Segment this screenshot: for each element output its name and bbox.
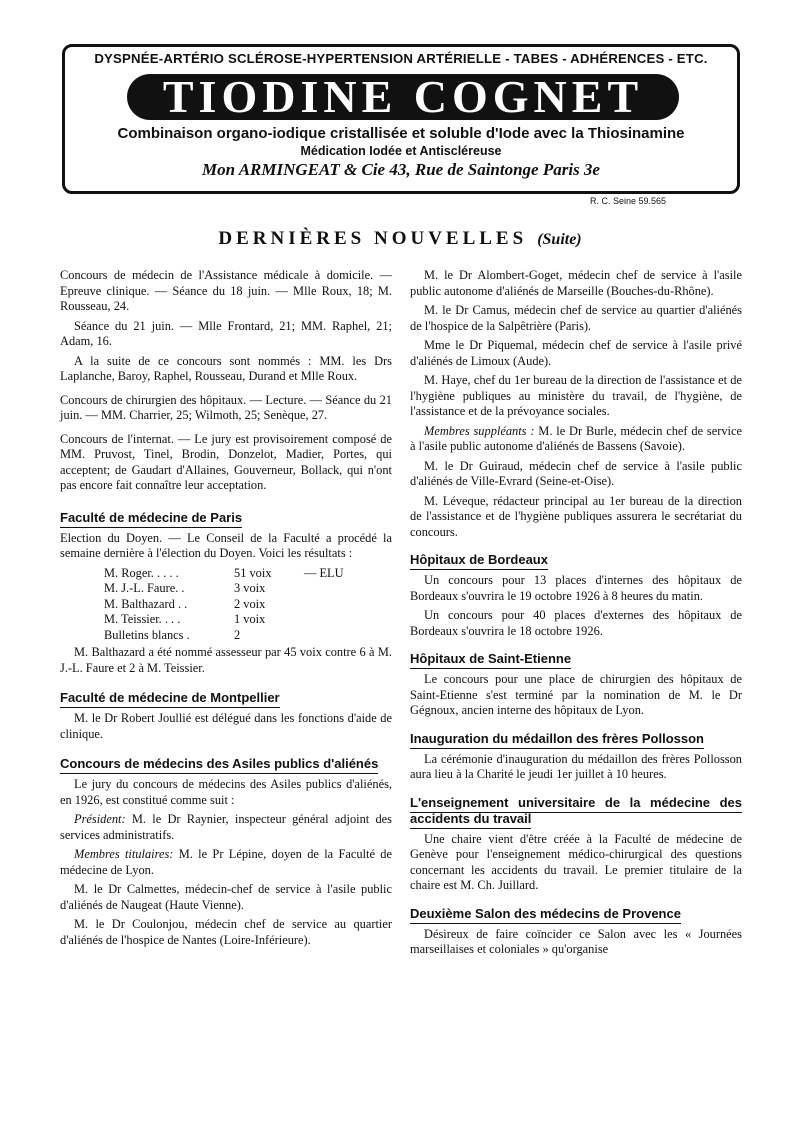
paragraph: A la suite de ce concours sont nommés : MM. les Drs Laplanche, Baroy, Raphel, Rousseau, Durand et Mlle Roux. bbox=[60, 353, 392, 383]
paragraph: Désireux de faire coïncider ce Salon avec les « Journées marseillaises et coloniales » qu'organise bbox=[410, 926, 742, 956]
ad-top-line: DYSPNÉE-ARTÉRIO SCLÉROSE-HYPERTENSION ARTÉRIELLE - TABES - ADHÉRENCES - ETC. bbox=[94, 51, 708, 66]
paragraph: Concours de chirurgien des hôpitaux. — Lecture. — Séance du 21 juin. — MM. Charrier, 25; Wilmoth, 25; Senèque, 27. bbox=[60, 392, 392, 422]
paragraph: Le concours pour une place de chirurgien des hôpitaux de Saint-Etienne s'est terminé par la nomination de M. le Dr Gégnoux, ancien interne des hôpitaux de Lyon. bbox=[410, 672, 742, 717]
paragraph: M. Léveque, rédacteur principal au 1er bureau de la direction de l'assistance et de l'hygiène publiques assurera le secrétariat du concours. bbox=[410, 493, 742, 539]
ad-line-1: Combinaison organo-iodique cristallisée et soluble d'Iode avec la Thiosinamine bbox=[117, 125, 685, 142]
vote-row: M. J.-L. Faure. . 3 voix bbox=[104, 581, 266, 595]
ad-brand: TIODINE COGNET bbox=[127, 74, 679, 120]
title-suite: (Suite) bbox=[537, 231, 582, 248]
paragraph: Un concours pour 40 places d'externes des hôpitaux de Bordeaux s'ouvrira le 18 octobre 1926. bbox=[410, 608, 742, 638]
paragraph: Concours de l'internat. — Le jury est provisoirement composé de MM. Pruvost, Tinel, Brodin, Donzelot, Madier, Portes, qui acceptent; de Gaudart d'Allaines, Gouverneur, Bollack, qui n'ont pas encore fait connaître leur acceptation. bbox=[60, 431, 392, 492]
ad-line-2: Médication Iodée et Antiscléreuse bbox=[300, 144, 502, 158]
paragraph: M. le Dr Robert Joullié est délégué dans les fonctions d'aide de clinique. bbox=[60, 711, 392, 741]
paragraph: La cérémonie d'inauguration du médaillon des frères Pollosson aura lieu à la Charité le jeudi 1er juillet à 10 heures. bbox=[410, 751, 742, 781]
paragraph: M. le Dr Camus, médecin chef de service au quartier d'aliénés de l'hospice de la Salpêtrière (Paris). bbox=[410, 303, 742, 333]
page-title bbox=[0, 228, 800, 250]
vote-row: M. Teissier. . . . 1 voix bbox=[104, 612, 266, 626]
paragraph: Concours de médecin de l'Assistance médicale à domicile. — Epreuve clinique. — Séance du 18 juin. — Mlle Roux, 18; M. Rousseau, 24. bbox=[60, 268, 392, 313]
section-heading: Faculté de médecine de Paris bbox=[60, 510, 392, 526]
paragraph: M. Balthazard a été nommé assesseur par 45 voix contre 6 à M. J.-L. Faure et 2 à M. Teissier. bbox=[60, 645, 392, 675]
paragraph: Un concours pour 13 places d'internes des hôpitaux de Bordeaux s'ouvrira le 19 octobre 1926 à 8 heures du matin. bbox=[410, 573, 742, 603]
paragraph: Election du Doyen. — Le Conseil de la Faculté a procédé la semaine dernière à l'élection du Doyen. Voici les résultats : bbox=[60, 530, 392, 560]
paragraph: Séance du 21 juin. — Mlle Frontard, 21; MM. Raphel, 21; Adam, 16. bbox=[60, 318, 392, 348]
title-main: DERNIÈRES NOUVELLES bbox=[218, 228, 528, 249]
left-column bbox=[60, 268, 392, 952]
vote-row: M. Balthazard . . 2 voix bbox=[104, 596, 266, 611]
paragraph: Membres suppléants : M. le Dr Burle, médecin chef de service à l'asile public autonome d'aliénés de Bassens (Savoie). bbox=[410, 423, 743, 453]
paragraph: Une chaire vient d'être créée à la Faculté de médecine de Genève pour l'enseignement médico-chirurgical des questions concernant les accidents du travail. Le premier titulaire de la chaire est M. Ch. Juillard. bbox=[410, 831, 742, 892]
paragraph: M. le Dr Coulonjou, médecin chef de service au quartier d'aliénés de l'hospice de Nantes (Loire-Inférieure). bbox=[60, 917, 392, 947]
paragraph: Le jury du concours de médecins des Asiles publics d'aliénés, en 1926, est constitué comme suit : bbox=[60, 777, 392, 807]
paragraph: M. Haye, chef du 1er bureau de la direction de l'assistance et de l'hygiène publiques au ministère du travail, de l'hygiène, de l'assistance et de la prévoyance sociales. bbox=[410, 373, 742, 418]
section-heading: Concours de médecins des Asiles publics d'aliénés bbox=[60, 756, 392, 772]
advertisement-box bbox=[62, 44, 740, 194]
paragraph: Mme le Dr Piquemal, médecin chef de service à l'asile privé d'aliénés de Limoux (Aude). bbox=[410, 338, 742, 368]
section-heading: Hôpitaux de Bordeaux bbox=[410, 552, 742, 568]
paragraph: Membres titulaires: M. le Pr Lépine, doyen de la Faculté de médecine de Lyon. bbox=[60, 847, 392, 877]
ad-line-3: Mon ARMINGEAT & Cie 43, Rue de Saintonge Paris 3e bbox=[202, 160, 600, 179]
section-heading: Faculté de médecine de Montpellier bbox=[60, 690, 392, 706]
paragraph: M. le Dr Alombert-Goget, médecin chef de service à l'asile public autonome d'aliénés de Marseille (Bouches-du-Rhône). bbox=[410, 268, 742, 298]
vote-row: Bulletins blancs . 2 bbox=[104, 627, 241, 642]
section-heading: L'enseignement universitaire de la médecine des accidents du travail bbox=[410, 795, 742, 827]
paragraph: M. le Dr Guiraud, médecin chef de service à l'asile public d'aliénés de Ville-Evrard (Seine-et-Oise). bbox=[410, 458, 742, 488]
right-column bbox=[410, 268, 742, 962]
registry-note: R. C. Seine 59.565 bbox=[590, 196, 667, 206]
section-heading: Hôpitaux de Saint-Etienne bbox=[410, 651, 742, 667]
paragraph: M. le Dr Calmettes, médecin-chef de service à l'asile public d'aliénés de Naugeat (Haute Vienne). bbox=[60, 882, 392, 912]
paragraph: Président: M. le Dr Raynier, inspecteur général adjoint des services administratifs. bbox=[60, 812, 392, 842]
vote-results bbox=[60, 566, 392, 644]
section-heading: Deuxième Salon des médecins de Provence bbox=[410, 906, 742, 922]
vote-row: M. Roger. . . . . 51 voix — ELU bbox=[104, 565, 344, 580]
section-heading: Inauguration du médaillon des frères Pollosson bbox=[410, 731, 742, 747]
